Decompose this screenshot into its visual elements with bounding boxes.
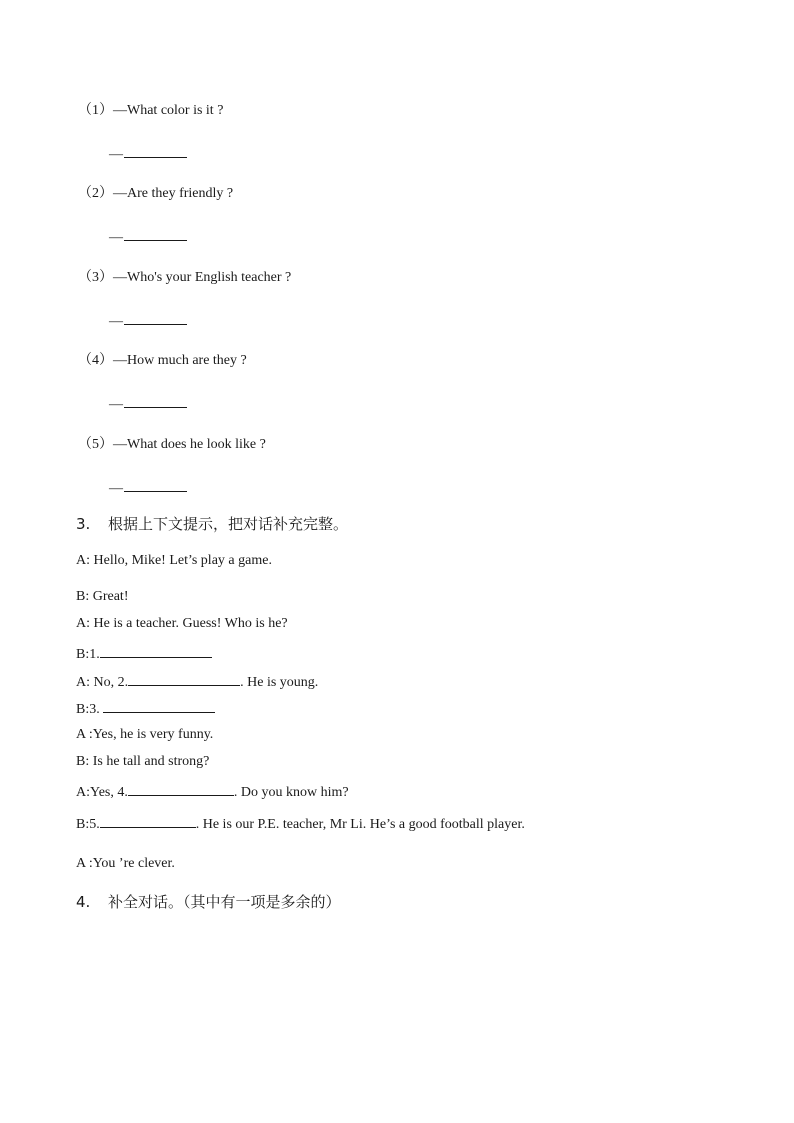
question-2	[78, 185, 233, 203]
dialogue-line-4	[76, 643, 212, 664]
section-number: 3.	[76, 515, 91, 533]
line-suffix: . He is young.	[240, 675, 319, 690]
question-text: —What color is it ?	[113, 103, 224, 118]
question-number: （4）	[78, 353, 113, 368]
answer-dash: —	[109, 147, 123, 162]
dialogue-line-11: A :You ’re clever.	[76, 856, 175, 871]
answer-1	[109, 143, 187, 164]
dialogue-line-5	[76, 671, 318, 692]
question-number: （2）	[78, 186, 113, 201]
dialogue-line-3: A: He is a teacher. Guess! Who is he?	[76, 616, 288, 631]
dialogue-line-10	[76, 813, 525, 834]
line-suffix: . He is our P.E. teacher, Mr Li. He’s a good football player.	[195, 817, 525, 832]
question-text: —Who's your English teacher ?	[113, 270, 292, 285]
question-text: —What does he look like ?	[113, 437, 266, 452]
question-number: （1）	[78, 103, 113, 118]
dialogue-line-2: B: Great!	[76, 589, 129, 604]
dialogue-line-6	[76, 698, 215, 719]
question-text: —Are they friendly ?	[113, 186, 234, 201]
line-prefix: B:1.	[76, 647, 100, 662]
dialogue-blank-4[interactable]	[128, 781, 234, 796]
dialogue-line-9	[76, 781, 349, 802]
dialogue-blank-3[interactable]	[103, 698, 215, 713]
dialogue-blank-5[interactable]	[100, 813, 196, 828]
section-number: 4.	[76, 893, 91, 911]
answer-3	[109, 310, 187, 331]
answer-4	[109, 393, 187, 414]
answer-blank-2[interactable]	[124, 226, 187, 241]
section-4-heading	[76, 893, 341, 911]
line-prefix: B:3.	[76, 702, 104, 717]
answer-dash: —	[109, 397, 123, 412]
question-text: —How much are they ?	[113, 353, 247, 368]
dialogue-line-8: B: Is he tall and strong?	[76, 754, 210, 769]
question-number: （3）	[78, 270, 113, 285]
question-4	[78, 352, 247, 370]
answer-blank-5[interactable]	[124, 477, 187, 492]
answer-dash: —	[109, 230, 123, 245]
line-prefix: A:Yes, 4.	[76, 785, 128, 800]
dialogue-blank-1[interactable]	[100, 643, 212, 658]
answer-dash: —	[109, 481, 123, 496]
answer-blank-4[interactable]	[124, 393, 187, 408]
question-5	[78, 436, 266, 454]
question-number: （5）	[78, 437, 113, 452]
answer-5	[109, 477, 187, 498]
answer-dash: —	[109, 314, 123, 329]
answer-2	[109, 226, 187, 247]
section-title: 补全对话。（其中有一项是多余的）	[108, 893, 341, 911]
question-1	[78, 102, 223, 120]
answer-blank-3[interactable]	[124, 310, 187, 325]
dialogue-blank-2[interactable]	[128, 671, 240, 686]
line-prefix: B:5.	[76, 817, 100, 832]
question-3	[78, 269, 291, 287]
section-3-heading	[76, 515, 348, 533]
line-suffix: . Do you know him?	[233, 785, 349, 800]
dialogue-line-1: A: Hello, Mike! Let’s play a game.	[76, 553, 272, 568]
line-prefix: A: No, 2.	[76, 675, 129, 690]
section-title: 根据上下文提示，把对话补充完整。	[108, 515, 349, 533]
answer-blank-1[interactable]	[124, 143, 187, 158]
dialogue-line-7: A :Yes, he is very funny.	[76, 727, 214, 742]
